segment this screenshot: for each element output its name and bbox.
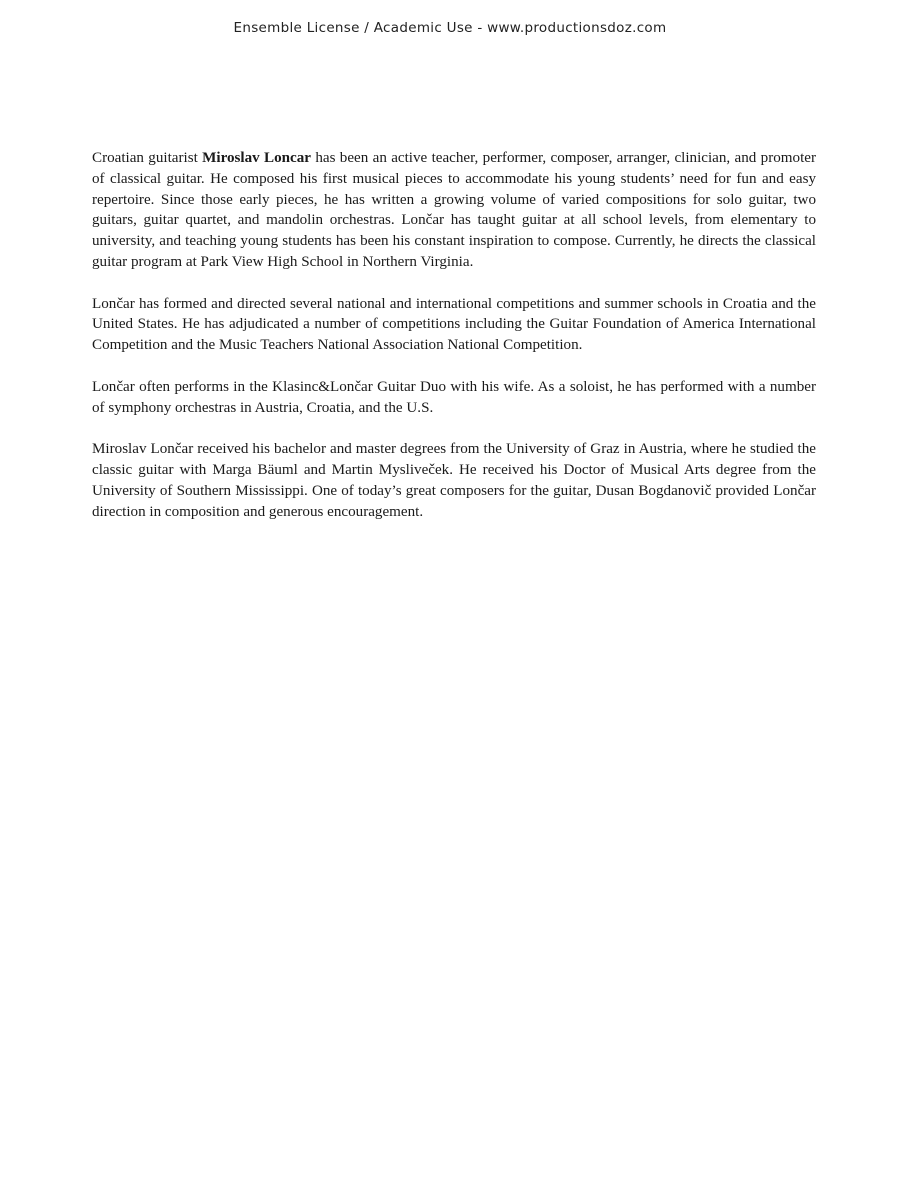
biography-paragraph-1 bbox=[92, 148, 816, 273]
paragraph-intro: Croatian guitarist bbox=[92, 150, 203, 166]
license-header: Ensemble License / Academic Use - www.productionsdoz.com bbox=[233, 20, 667, 36]
biography-paragraph-3: Lončar often performs in the Klasinc&Lončar Guitar Duo with his wife. As a soloist, he has performed with a number of symphony orchestras in Austria, Croatia, and the U.S. bbox=[92, 378, 816, 416]
biography-paragraph-2: Lončar has formed and directed several national and international competitions and summer schools in Croatia and the United States. He has adjudicated a number of competitions including the Guitar Foundation of America International Competition and the Music Teachers National Association National Competition. bbox=[92, 295, 816, 354]
biography-paragraph-4: Miroslav Lončar received his bachelor and master degrees from the University of Graz in Austria, where he studied the classic guitar with Marga Bäuml and Martin Mysliveček. He received his Doctor of Musical Arts degree from the University of Southern Mississippi. One of today’s great composers for the guitar, Dusan Bogdanovič provided Lončar direction in composition and generous encouragement. bbox=[92, 441, 816, 520]
composer-name: Miroslav Loncar bbox=[202, 150, 311, 166]
biography-text bbox=[92, 148, 816, 543]
paragraph-rest: has been an active teacher, performer, composer, arranger, clinician, and promoter of classical guitar. He composed his first musical pieces to accommodate his young students’ need for fun and easy repertoire. Since those early pieces, he has written a growing volume of varied compositions for solo guitar, two guitars, guitar quartet, and mandolin orchestras. Lončar has taught guitar at all school levels, from elementary to university, and teaching young students has been his constant inspiration to compose. Currently, he directs the classical guitar program at Park View High School in Northern Virginia. bbox=[92, 150, 816, 270]
